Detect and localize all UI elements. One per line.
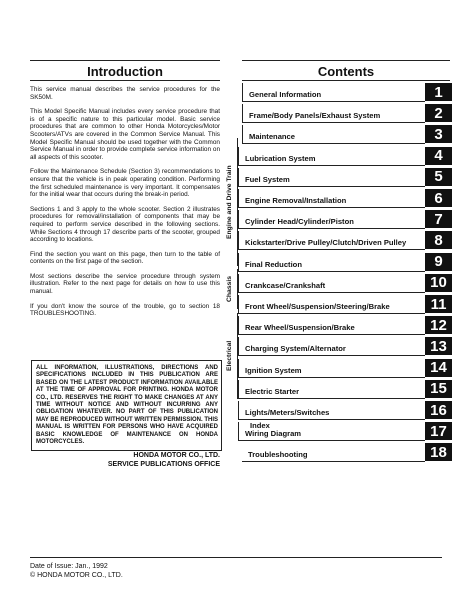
toc-row[interactable] — [238, 189, 452, 208]
engine-group-label: Engine and Drive Train — [226, 165, 233, 239]
intro-title-rule-bottom — [30, 80, 220, 81]
toc-section-number-tab: 6 — [425, 189, 452, 207]
intro-paragraph: Sections 1 and 3 apply to the whole scooter. Section 2 illustrates procedures for removal/installation of components that may be required to perform service described in the following sections. While Sections 4 through 17 describe parts of the scooter, grouped according to locations. — [30, 205, 220, 244]
intro-paragraph: Most sections describe the service procedure through system illustration. Refer to the next page for details on how to use this manual. — [30, 272, 220, 296]
intro-paragraph: This service manual describes the service procedures for the SK50M. — [30, 86, 220, 101]
publisher-block — [60, 451, 220, 469]
toc-row[interactable] — [238, 210, 452, 229]
electrical-group-label: Electrical — [226, 340, 233, 372]
toc-section-number-tab: 7 — [425, 210, 452, 228]
toc-section-number-tab: 5 — [425, 168, 452, 186]
toc-item-label: Troubleshooting — [242, 443, 425, 462]
toc-item-label: Electric Starter — [238, 380, 425, 399]
toc-section-number-tab: 1 — [425, 83, 452, 101]
toc-section-number-tab: 10 — [425, 274, 452, 292]
toc-section-number-tab: 14 — [425, 359, 452, 377]
toc-row[interactable] — [238, 337, 452, 356]
toc-item-label: Kickstarter/Drive Pulley/Clutch/Driven Pulley — [238, 231, 425, 250]
toc-row[interactable] — [242, 125, 452, 144]
toc-section-number-tab: 15 — [425, 380, 452, 398]
publisher-name: HONDA MOTOR CO., LTD. — [133, 452, 220, 459]
toc-row[interactable] — [242, 104, 452, 123]
issue-date: Date of Issue: Jan., 1992 — [30, 563, 108, 570]
toc-section-number-tab: 9 — [425, 253, 452, 271]
toc-section-number-tab: 13 — [425, 337, 452, 355]
toc-section-number-tab: 16 — [425, 401, 452, 419]
intro-paragraph: Find the section you want on this page, then turn to the table of contents on the first page of the section. — [30, 250, 220, 266]
toc-row[interactable] — [242, 443, 452, 462]
intro-body — [30, 86, 220, 325]
toc-item-label: Lubrication System — [238, 147, 425, 166]
toc-item-label: Crankcase/Crankshaft — [238, 274, 425, 293]
toc-row[interactable] — [238, 422, 452, 441]
toc-section-number-tab: 4 — [425, 147, 452, 165]
toc-item-label: Fuel System — [238, 168, 425, 187]
toc-item-label: Engine Removal/Installation — [238, 189, 425, 208]
footer — [30, 562, 230, 580]
intro-paragraph: This Model Specific Manual includes every service procedure that is of a specific nature to this particular model. Basic service procedures that are common to other Honda Motorcycles/Motor Scooters/ATVs are covered in the Common Service Manual. This Model Specific Manual should be used together with the Common Service Manual in order to provide complete service information on all aspects of this scooter. — [30, 108, 220, 161]
toc-row[interactable] — [238, 253, 452, 272]
toc-item-label: Wiring Diagram — [238, 422, 425, 441]
toc-item-label: Charging System/Alternator — [238, 337, 425, 356]
legal-notice-box: ALL INFORMATION, ILLUSTRATIONS, DIRECTIONS AND SPECIFICATIONS INCLUDED IN THIS PUBLICATION ARE BASED ON THE LATEST PRODUCT INFORMATION AVAILABLE AT THE TIME OF APPROVAL FOR PRINTING. HONDA MOTOR CO., LTD. RESERVES THE RIGHT TO MAKE CHANGES AT ANY TIME WITHOUT NOTICE AND WITHOUT INCURRING ANY OBLIGATION WHATEVER. NO PART OF THIS PUBLICATION MAY BE REPRODUCED WITHOUT WRITTEN PERMISSION. THIS MANUAL IS WRITTEN FOR PERSONS WHO HAVE ACQUIRED BASIC KNOWLEDGE OF MAINTENANCE ON HONDA MOTORCYCLES. — [31, 360, 222, 451]
toc-section-number-tab: 2 — [425, 104, 452, 122]
toc-section-number-tab: 17 — [425, 422, 452, 440]
toc-item-label: Cylinder Head/Cylinder/Piston — [238, 210, 425, 229]
toc-row[interactable] — [238, 168, 452, 187]
toc-row[interactable] — [238, 380, 452, 399]
chassis-group-label: Chassis — [226, 275, 233, 303]
toc-row[interactable] — [238, 401, 452, 420]
toc-item-label: Rear Wheel/Suspension/Brake — [238, 316, 425, 335]
toc-item-label: Frame/Body Panels/Exhaust System — [242, 104, 425, 123]
toc-row[interactable] — [238, 295, 452, 314]
toc-item-label: Front Wheel/Suspension/Steering/Brake — [238, 295, 425, 314]
intro-title-rule-top — [30, 60, 220, 61]
contents-title: Contents — [317, 64, 375, 79]
toc-row[interactable] — [238, 231, 452, 250]
index-label: Index — [250, 421, 270, 430]
toc-row[interactable] — [238, 147, 452, 166]
toc-section-number-tab: 8 — [425, 231, 452, 249]
toc-item-label: Final Reduction — [238, 253, 425, 272]
toc-section-number-tab: 3 — [425, 125, 452, 143]
intro-title: Introduction — [87, 64, 163, 79]
toc-section-number-tab: 12 — [425, 316, 452, 334]
toc-section-number-tab: 11 — [425, 295, 452, 313]
toc-row[interactable] — [242, 83, 452, 102]
toc-row[interactable] — [238, 274, 452, 293]
toc-item-label: Maintenance — [242, 125, 425, 144]
publisher-office: SERVICE PUBLICATIONS OFFICE — [107, 461, 220, 468]
intro-paragraph: Follow the Maintenance Schedule (Section 3) recommendations to ensure that the vehicle is in peak operating condition. Performing the first scheduled maintenance is very important. It compensates for the initial wear that occurs during the break-in period. — [30, 168, 220, 199]
toc-item-label: General Information — [242, 83, 425, 102]
toc-item-label: Lights/Meters/Switches — [238, 401, 425, 420]
toc-item-label: Ignition System — [238, 359, 425, 378]
footer-rule — [30, 557, 442, 558]
contents-title-rule-bottom — [242, 80, 450, 81]
intro-paragraph: If you don't know the source of the trouble, go to section 18 TROUBLESHOOTING. — [30, 302, 220, 318]
contents-title-rule-top — [242, 60, 450, 61]
toc-row[interactable] — [238, 359, 452, 378]
copyright: © HONDA MOTOR CO., LTD. — [30, 572, 123, 579]
toc-row[interactable] — [238, 316, 452, 335]
toc-section-number-tab: 18 — [425, 443, 452, 461]
